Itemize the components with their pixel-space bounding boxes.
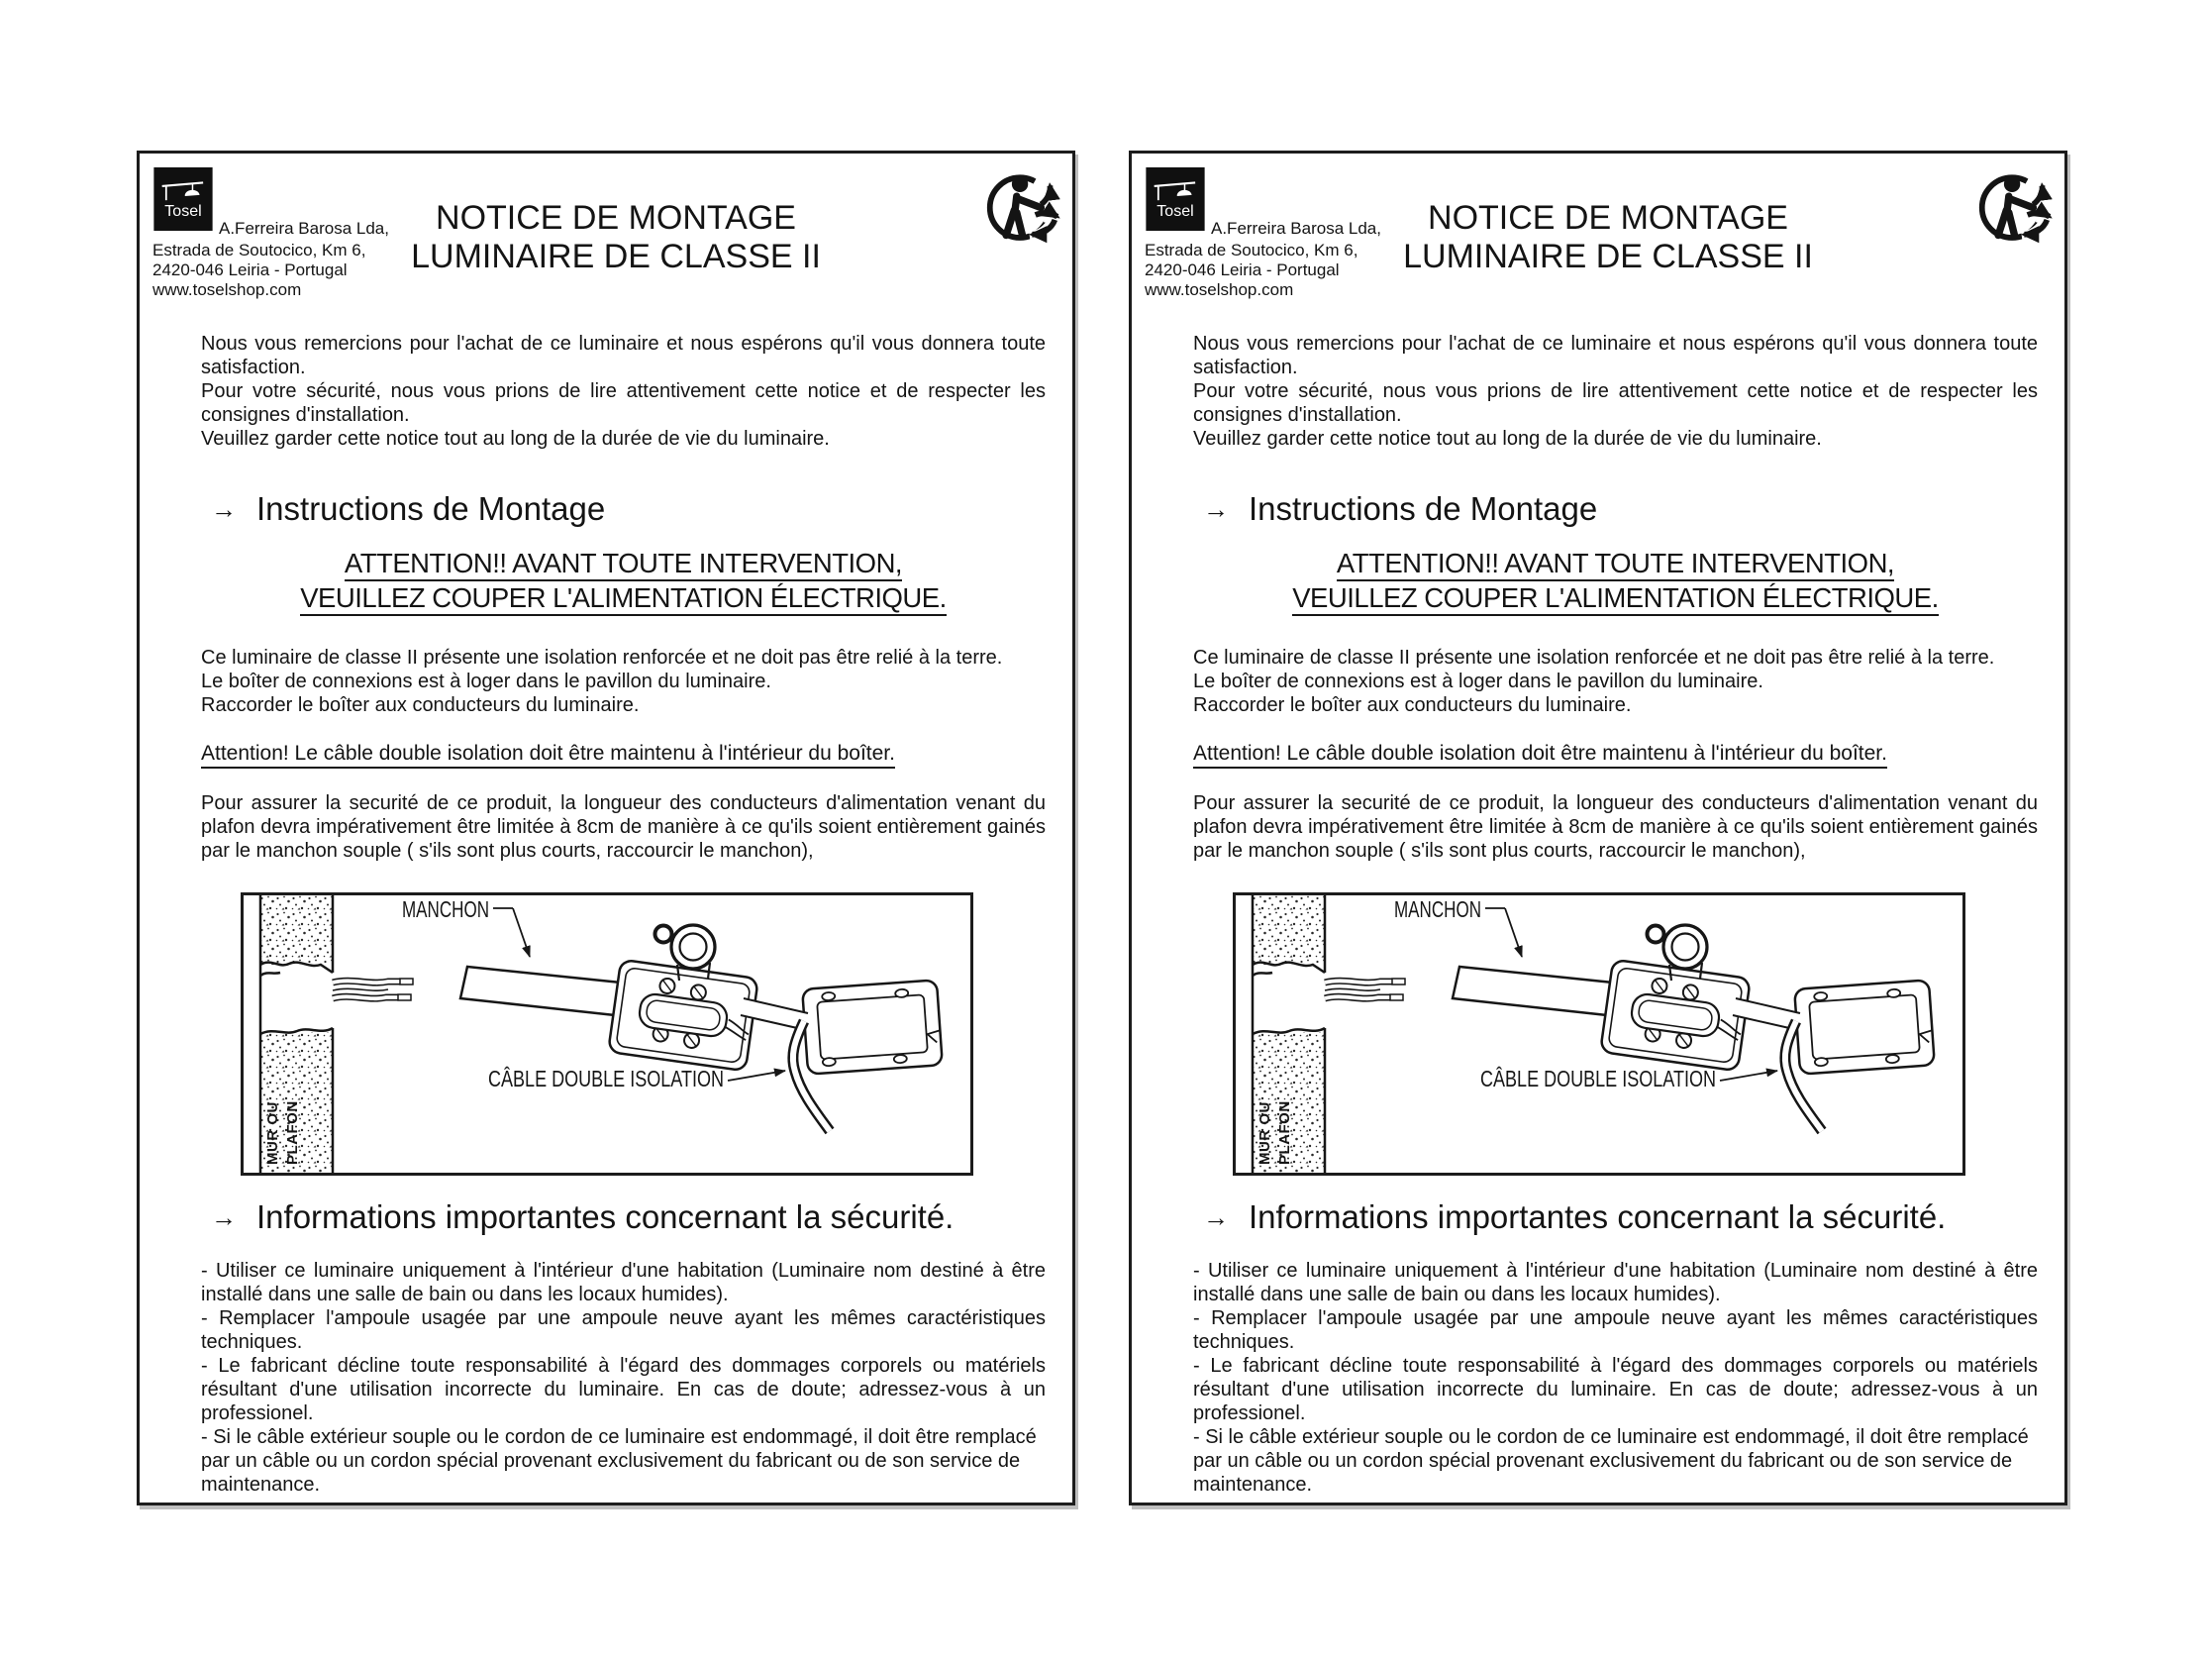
class2-note-line1: Ce luminaire de classe II présente une isolation renforcée et ne doit pas être relié à la terre. — [201, 647, 1003, 669]
page-title — [1357, 199, 1859, 276]
cover-plate — [802, 980, 943, 1074]
company-address-line2: 2420-046 Leiria - Portugal — [152, 260, 348, 279]
page-title-line1: NOTICE DE MONTAGE — [1428, 199, 1788, 237]
junction-box — [608, 960, 758, 1072]
page-header — [1132, 154, 2064, 302]
company-address — [1145, 241, 1357, 300]
attention-note — [201, 742, 1046, 766]
section-heading-montage-label: Instructions de Montage — [1249, 490, 1598, 527]
class2-notes — [1193, 646, 2038, 717]
triman-recycling-icon — [984, 165, 1065, 247]
installation-diagram — [241, 892, 973, 1176]
wall-label-line1: MUR OU — [1257, 1101, 1273, 1165]
section-heading-securite — [201, 1198, 1046, 1238]
safety-item-3: - Le fabricant décline toute responsabilité à l'égard des dommages corporels ou matériels résultant d'une utilisation incorrecte du luminaire. En cas de doute; adressez-vous à un professionel. — [201, 1355, 1046, 1424]
warning-block — [1193, 546, 2038, 615]
class2-note-line2: Le boîter de connexions est à loger dans le pavillon du luminaire. — [201, 671, 771, 692]
page-title-line1: NOTICE DE MONTAGE — [436, 199, 796, 237]
warning-line2: VEUILLEZ COUPER L'ALIMENTATION ÉLECTRIQUE. — [300, 582, 947, 616]
section-heading-montage-label: Instructions de Montage — [256, 490, 606, 527]
notice-page-1 — [137, 151, 1075, 1505]
section-heading-montage — [201, 490, 1046, 530]
company-address-line1: Estrada de Soutocico, Km 6, — [152, 241, 366, 259]
intro-paragraph-1: Nous vous remercions pour l'achat de ce luminaire et nous espérons qu'il vous donnera toute satisfaction. — [201, 333, 1046, 378]
class2-note-line2: Le boîter de connexions est à loger dans le pavillon du luminaire. — [1193, 671, 1763, 692]
company-website: www.toselshop.com — [1145, 280, 1294, 299]
installation-diagram — [1233, 892, 1965, 1176]
cable-label: CÂBLE DOUBLE ISOLATION — [1480, 1066, 1716, 1091]
intro-paragraph-3: Veuillez garder cette notice tout au long de la durée de vie du luminaire. — [201, 428, 830, 450]
intro-paragraph-2: Pour votre sécurité, nous vous prions de lire attentivement cette notice et de respecter les consignes d'installation. — [1193, 380, 2038, 426]
company-address — [152, 241, 365, 300]
sleeve — [460, 967, 621, 1015]
company-website: www.toselshop.com — [152, 280, 302, 299]
section-heading-securite-label: Informations importantes concernant la sécurité. — [256, 1198, 955, 1235]
section-heading-montage — [1193, 490, 2038, 530]
safety-item-2: - Remplacer l'ampoule usagée par une ampoule neuve ayant les mêmes caractéristiques techniques. — [1193, 1307, 2038, 1353]
warning-line1: ATTENTION!! AVANT TOUTE INTERVENTION, — [345, 548, 902, 581]
supply-wires — [333, 979, 413, 1000]
intro-paragraph-2: Pour votre sécurité, nous vous prions de lire attentivement cette notice et de respecter les consignes d'installation. — [201, 380, 1046, 426]
page-title — [365, 199, 866, 276]
length-note: Pour assurer la securité de ce produit, la longueur des conducteurs d'alimentation venant du plafon devra impérativement être limitée à 8cm de manière à ce qu'ils soient entièrement gainés par le manchon souple ( s'ils sont plus courts, raccourcir le manchon), — [1193, 792, 2038, 862]
company-address-line1: Estrada de Soutocico, Km 6, — [1145, 241, 1358, 259]
cover-plate — [1794, 980, 1935, 1074]
safety-list — [201, 1259, 1046, 1497]
warning-block — [201, 546, 1046, 615]
manchon-label: MANCHON — [402, 896, 489, 922]
safety-item-3: - Le fabricant décline toute responsabilité à l'égard des dommages corporels ou matériels résultant d'une utilisation incorrecte du luminaire. En cas de doute; adressez-vous à un professionel. — [1193, 1355, 2038, 1424]
length-note: Pour assurer la securité de ce produit, la longueur des conducteurs d'alimentation venant du plafon devra impérativement être limitée à 8cm de manière à ce qu'ils soient entièrement gainés par le manchon souple ( s'ils sont plus courts, raccourcir le manchon), — [201, 792, 1046, 862]
safety-item-4: - Si le câble extérieur souple ou le cordon de ce luminaire est endommagé, il doit être remplacé par un câble ou un cordon spécial provenant exclusivement du fabricant ou de son service de maintenance. — [201, 1426, 1037, 1496]
safety-item-1: - Utiliser ce luminaire uniquement à l'intérieur d'une habitation (Luminaire nom destiné à être installé dans une salle de bain ou dans les locaux humides). — [1193, 1260, 2038, 1305]
notice-page-2 — [1129, 151, 2067, 1505]
intro-paragraphs — [1193, 332, 2038, 451]
company-address-line2: 2420-046 Leiria - Portugal — [1145, 260, 1340, 279]
section-heading-securite — [1193, 1198, 2038, 1238]
safety-list — [1193, 1259, 2038, 1497]
page-title-line2: LUMINAIRE DE CLASSE II — [1403, 238, 1813, 275]
warning-line1: ATTENTION!! AVANT TOUTE INTERVENTION, — [1337, 548, 1894, 581]
warning-line2: VEUILLEZ COUPER L'ALIMENTATION ÉLECTRIQUE. — [1292, 582, 1939, 616]
attention-note-text: Attention! Le câble double isolation doit être maintenu à l'intérieur du boîter. — [201, 742, 895, 769]
cable-label: CÂBLE DOUBLE ISOLATION — [488, 1066, 724, 1091]
safety-item-1: - Utiliser ce luminaire uniquement à l'intérieur d'une habitation (Luminaire nom destiné à être installé dans une salle de bain ou dans les locaux humides). — [201, 1260, 1046, 1305]
right-arrow-icon: → — [1203, 1202, 1229, 1232]
company-name: A.Ferreira Barosa Lda, — [219, 219, 389, 238]
company-name: A.Ferreira Barosa Lda, — [1211, 219, 1381, 238]
page-header — [140, 154, 1072, 302]
manchon-label: MANCHON — [1394, 896, 1481, 922]
tosel-logo — [1146, 167, 1205, 231]
triman-recycling-icon — [1976, 165, 2058, 247]
class2-note-line3: Raccorder le boîter aux conducteurs du luminaire. — [1193, 694, 1632, 716]
right-arrow-icon: → — [1203, 494, 1229, 524]
sleeve — [1453, 967, 1613, 1015]
intro-paragraphs — [201, 332, 1046, 451]
class2-note-line1: Ce luminaire de classe II présente une isolation renforcée et ne doit pas être relié à la terre. — [1193, 647, 1995, 669]
page-content — [140, 332, 1072, 1497]
logo-brand-text: Tosel — [1156, 203, 1194, 221]
page-content — [1132, 332, 2064, 1497]
wall-label-line2: PLAFON — [1276, 1100, 1293, 1165]
safety-item-4: - Si le câble extérieur souple ou le cordon de ce luminaire est endommagé, il doit être remplacé par un câble ou un cordon spécial provenant exclusivement du fabricant ou de son service de maintenance. — [1193, 1426, 2029, 1496]
class2-note-line3: Raccorder le boîter aux conducteurs du luminaire. — [201, 694, 640, 716]
section-heading-securite-label: Informations importantes concernant la sécurité. — [1249, 1198, 1947, 1235]
safety-item-2: - Remplacer l'ampoule usagée par une ampoule neuve ayant les mêmes caractéristiques techniques. — [201, 1307, 1046, 1353]
junction-box — [1600, 960, 1751, 1072]
attention-note-text: Attention! Le câble double isolation doit être maintenu à l'intérieur du boîter. — [1193, 742, 1887, 769]
wall-section — [1253, 895, 1325, 1173]
class2-notes — [201, 646, 1046, 717]
page-title-line2: LUMINAIRE DE CLASSE II — [411, 238, 821, 275]
logo-brand-text: Tosel — [164, 203, 202, 221]
wall-label-line1: MUR OU — [264, 1101, 281, 1165]
wall-label-line2: PLAFON — [284, 1100, 301, 1165]
wall-section — [260, 895, 333, 1173]
intro-paragraph-3: Veuillez garder cette notice tout au long de la durée de vie du luminaire. — [1193, 428, 1822, 450]
attention-note — [1193, 742, 2038, 766]
supply-wires — [1325, 979, 1405, 1000]
right-arrow-icon: → — [211, 494, 237, 524]
right-arrow-icon: → — [211, 1202, 237, 1232]
tosel-logo — [153, 167, 213, 231]
intro-paragraph-1: Nous vous remercions pour l'achat de ce luminaire et nous espérons qu'il vous donnera toute satisfaction. — [1193, 333, 2038, 378]
